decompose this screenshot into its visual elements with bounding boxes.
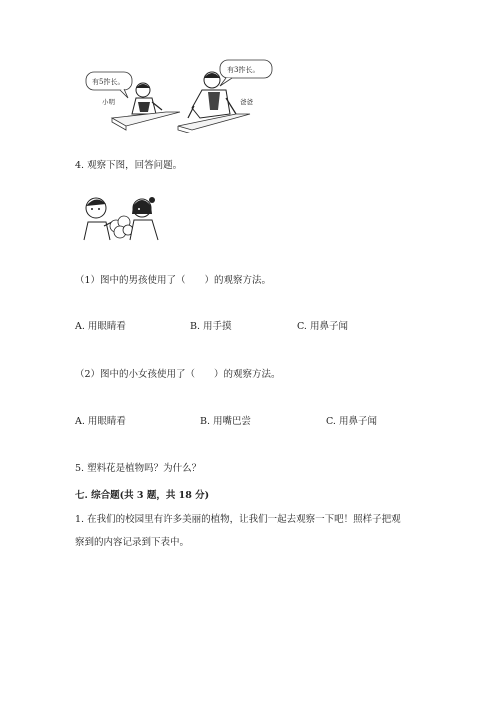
- section-7-heading: 七. 综合题(共 3 题，共 18 分): [75, 490, 210, 501]
- girl-figure: [130, 197, 158, 240]
- question-5-title: 5. 塑料花是植物吗？为什么？: [75, 463, 202, 474]
- section-7-question-1-line1: 1. 在我们的校园里有许多美丽的植物，让我们一起去观察一下吧！照样子把观: [75, 514, 401, 525]
- option-a: A. 用眼睛看: [75, 416, 126, 427]
- speech-bubble-right-text: 有3拃长。: [227, 66, 260, 74]
- option-a: A. 用眼睛看: [75, 321, 126, 332]
- option-b: B. 用嘴巴尝: [200, 416, 252, 427]
- speech-bubble-left-text: 有5拃长。: [92, 78, 125, 86]
- label-xiaoming: 小明: [102, 98, 115, 106]
- question-4-title: 4. 观察下图，回答问题。: [75, 160, 183, 171]
- children-flowers-illustration: [78, 192, 168, 244]
- boy-figure: [132, 83, 162, 114]
- option-c: C. 用鼻子闻: [297, 321, 348, 332]
- label-baba: 爸爸: [240, 98, 253, 106]
- option-c: C. 用鼻子闻: [326, 416, 377, 427]
- boy-figure: [84, 198, 112, 240]
- measuring-illustration: [80, 58, 280, 133]
- flower-icon: [110, 216, 133, 238]
- question-4-sub1: （1）图中的男孩使用了（ ）的观察方法。: [75, 275, 272, 286]
- option-b: B. 用手摸: [190, 321, 232, 332]
- section-7-question-1-line2: 察到的内容记录到下表中。: [75, 537, 190, 548]
- question-4-sub2: （2）图中的小女孩使用了（ ）的观察方法。: [75, 369, 281, 380]
- table-left: [112, 112, 180, 126]
